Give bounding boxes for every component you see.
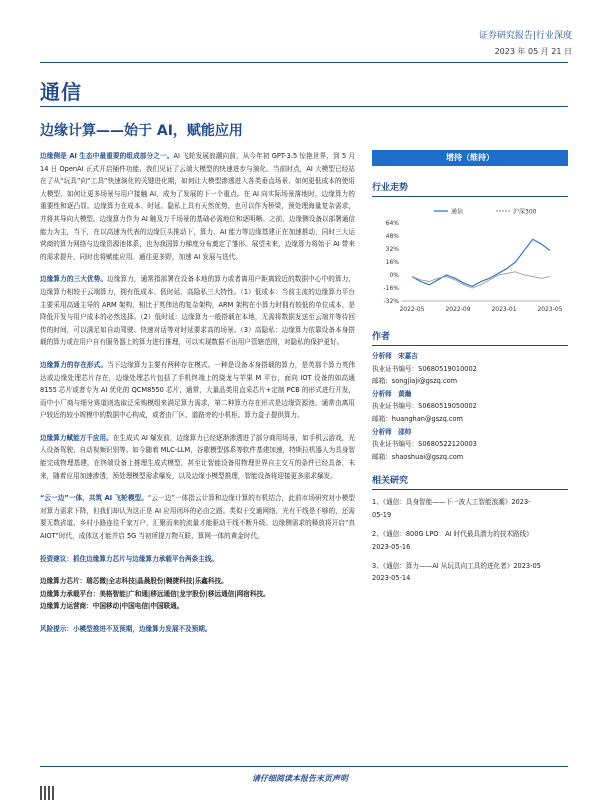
author-role: 分析师 [372,352,392,360]
author-email[interactable]: 邮箱：shaoshuai@gszq.com [372,452,464,461]
rating-badge: 增持（维持） [372,150,568,166]
pick-value: 瑞芯微|全志科技|晶晨股份|翱捷科技|乐鑫科技。 [86,577,228,586]
author-role: 分析师 [372,389,392,398]
author-line [372,426,568,439]
trend-title: 行业走势 [372,183,409,193]
paragraph-5 [40,492,355,542]
y-tick-label: 0% [389,272,399,279]
related-text: 2、《通信：800G LPO：AI 时代最具潜力的技术路线》 [372,529,533,538]
y-tick-label: 64% [385,220,399,227]
sidebar [372,150,568,591]
footer-disclaimer: 请仔细阅读本报告末页声明 [252,774,348,783]
paragraph-lead: “云一边”一体，共筑 AI 飞轮模型。 [40,494,148,503]
authors-rule [372,345,568,346]
legend-label: 沪深300 [513,208,537,216]
title-rule [40,106,568,107]
paragraph-lead: 边缘侧是 AI 生态中最重要的组成部分之一。 [40,152,174,160]
recommend-text: 投资建议：抓住边缘算力芯片与边缘算力承载平台两条主线。 [40,554,219,563]
legend-label: 通信 [451,208,464,216]
related-item[interactable] [372,528,568,554]
risk-warning [40,623,355,636]
x-tick-label: 2022-09 [445,306,471,313]
paragraph-text: “云一边”一体指云计算和边缘计算的有机结合，此前市场研究对小模型对算力需求下降，但我们却认为这正是 AI 应用闭环的必由之路。类似于交通网络，光有干线是不够的，还需要无数省道、乡村小路连往千家万户，汇聚而来的流量才能驱动干线不断升级。边缘侧需求的释放将开启“真 AIOT”时代，成体这才能并启 5G 当初所提万物互联、算网一体的黄金时代。 [40,494,355,541]
author-name: 宋嘉吉 [398,352,418,360]
series-line-industry [412,239,550,286]
author-list [372,350,568,463]
author-email[interactable]: 邮箱：huanghan@gszq.com [372,414,463,423]
author-line [372,350,568,363]
industry-title: 通信 [40,80,82,104]
header-rule [40,62,568,63]
author-name: 黄瀚 [398,389,412,398]
risk-text: 风险提示：小模型推进不及预期，边缘算力发展不及预期。 [40,625,212,633]
pick-row [40,600,355,613]
author-cert: 执业证书编号：S0680519010002 [372,364,477,373]
pick-label: 边缘算力芯片： [40,577,87,586]
paragraph-text: AI 飞轮发展浪潮向前，从今年初 GPT-3.5 惊艳世界，到 5 月 14 日 OpenAI 正式开启插件功能，我们见证了云端大模型的快速进步与演化。当前时点，AI 大模型已经站在了从“玩具”向“工具”快速演化的关键进化期，如何让大模型渗透进入各类垂直场景、如何更低成本的使用大模型、如何让更多场景与用户接触 AI，成为了发展的下一个重点。在 AI 向实际场景落地时，边缘算力的重要性和逐凸显。边缘算力在成本、时延、隐私上具有天然优势，也可以作为桥梁，预处理海量复杂需求，并将其导向大模型。边缘算力作为 AI 触及万千场景的基础必需地位和逐明晰。之前，边缘侧设备以部署通信能力为主，当下，在以高速为代表的边缘巨头推动下，算力、AI 能力等边缘基建正在加速推动，同时三大运营商的算力网络与边缘资源池体系，也为我国算力梯度分布奠定了雏形。展望未来，边缘算力将始于 AI 带来的需求提升，同时也将赋能应用。通往更多野，加速 AI 发展与迭代。 [40,152,355,261]
author-block [372,350,568,388]
authors-title: 作者 [372,332,391,342]
x-tick-label: 2023-01 [491,306,517,313]
paragraph-text: 边缘算力，通常指部署在设备本地的算力或者离用户距离较近的数据中心中的算力，边缘算力相较于云端算力，拥有低成本、低时延、高隐私三大特性。（1）低成本：当前主流的边缘算力平台主要采用高通主导的 ARM 架构，相比于英伟达的复杂架构，ARM 架构在小算力时拥有较低的单位成本，是降低开发与用户成本的必然选择。（2）低时延：边缘算力一般搭载在本地，无需将数据发送至云端并等待回传的时间，可以满足如自动驾驶、快速对话等对时延要求高的场景。（3）高隐私：边缘算力依靠设备本身搭载的算力或在用户自有服务器上的算力进行推理，可以实现数据不出用户管辖范围，对隐私的保护更好。 [40,275,356,347]
y-tick-label: 16% [385,259,399,266]
stock-picks [40,575,355,613]
report-title: 边缘计算——始于 AI，赋能应用 [40,123,243,139]
y-tick-label: -32% [383,298,399,305]
author-cert: 执业证书编号：S0680519050002 [372,402,477,411]
pick-label: 边缘算力运营商： [40,602,93,611]
related-item[interactable] [372,496,568,522]
series-line-benchmark [412,272,550,288]
related-date: 2023-05-14 [372,574,411,583]
x-tick-label: 2023-05 [537,306,563,313]
paragraph-3 [40,359,355,422]
paragraph-1 [40,150,355,263]
y-tick-label: 32% [385,246,399,253]
qr-code-icon [40,786,54,800]
pick-row [40,575,355,588]
pick-value: 中国移动|中国电信|中国联通。 [92,602,184,611]
author-line [372,388,568,401]
x-tick-label: 2022-05 [399,306,425,313]
author-block [372,426,568,464]
pick-value: 美格智能|广和通|移远通信|龙宇股份|移远通信|网宿科技。 [99,589,270,598]
report-type: 证券研究报告|行业深度 [478,31,572,41]
investment-recommendation [40,553,355,566]
paragraph-lead: 边缘算力赋能万千应用。 [40,433,113,442]
related-item[interactable] [372,560,568,586]
y-tick-label: -16% [383,285,399,292]
paragraph-text: 在生成式 AI 爆发前，边缘算力已经逐渐渗透进了部分商用场景，如手机云游戏，光人设备驾驶、自动视频识别等。如今随着 MLC-LLM，谷歌模型体系等软件基建加速，特斯拉机器人为具身智能完成物理基建，在终端设备上推理生成式模型，甚至让智能设备用物理世界自主交互的条件已经具备，未来，随着应用加速渗透，预处理模型需求爆发，以及边缘小模型推理，智能设备将迎接更多需求爆发。 [40,433,356,480]
pick-label: 边缘算力承载平台： [40,589,100,598]
related-date: 05-19 [372,511,392,520]
pick-row [40,588,355,601]
paragraph-text: 当下边缘算力主要有两种存在模式。一种是设备本身搭载的算力，是英那个算力英伟达或边缘处理芯片存在，边缘处理芯片包括了手机终端上的骁龙与苹果 M 平台，面向 IOT 设备的如高通 8155 芯片或者专为 AI 优化的 QCM8550 芯片，通常，大量品类用直采芯片+定制 PCB 的形式进行开发，而中小厂商与细分赛道则选取泛采购模组来满足算力需求，第二种算力存在形式是边缘资源池，通常由离用户较近的较小规模中的数据中心构成，或者由厂区、道路旁的小机柜、算力盒子提供算力。 [40,360,356,420]
main-body [40,150,355,646]
paragraph-lead: 边缘算力的三大优势。 [40,275,108,284]
related-text: 1、《通信：具身智能——下一波人工智能浪潮》2023- [372,498,531,507]
related-list [372,496,568,585]
author-name: 邵帅 [398,427,412,436]
report-date: 2023 年 05 月 21 日 [494,47,572,56]
y-tick-label: 48% [385,233,399,240]
related-text: 3、《通信：算力——AI 从玩具向工具的进化者》2023-05 [372,561,541,570]
trend-chart [372,201,568,319]
related-title: 相关研究 [372,476,409,487]
author-role: 分析师 [372,427,392,436]
author-block [372,388,568,426]
paragraph-lead: 边缘算力的存在形式。 [40,360,108,369]
author-email[interactable]: 邮箱：songjiaji@gszq.com [372,377,458,386]
related-rule [372,489,568,490]
trend-rule [372,196,568,197]
paragraph-4 [40,432,355,482]
footer-rule [40,766,568,767]
paragraph-2 [40,273,355,349]
related-date: 2023-05-16 [372,542,411,551]
author-cert: 执业证书编号：S0680522120003 [372,440,477,449]
